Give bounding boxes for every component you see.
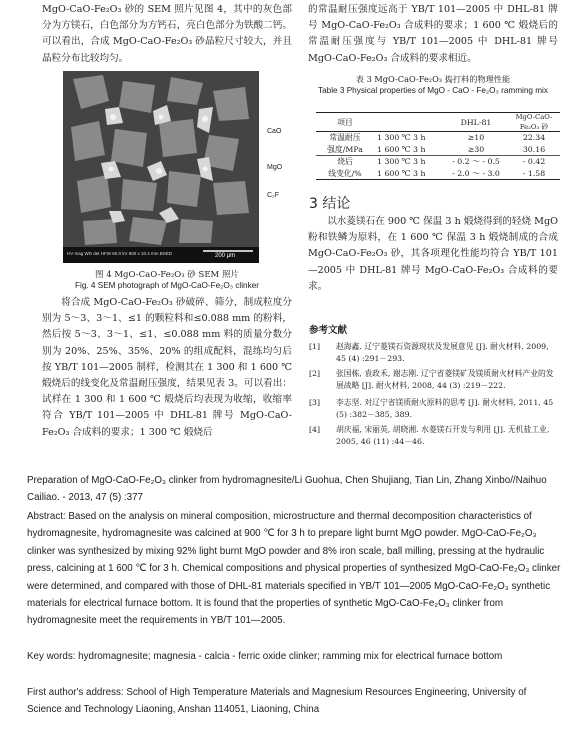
method-paragraph: 将合成 MgO-CaO-Fe₂O₃ 砂破碎、筛分，制成粒度分别为 5～3、3～1、≤1 的颗粒料和≤0.088 mm 的粉料，然后按 5～3、3～1、≤1、≤0.088 mm 料的质量分数分别为 20%、25%、35%、20% 的组成配料，混练均匀后按 YB/T 101—2005 制样，检测其在 1 300 和 1 600 ℃ 煅烧后的线变化及常温耐压强度，结果见表 3。可以看出：试样在 1 300 和 1 600 ℃ 煅烧后均表现为收缩，收缩率符合 YB/T 101—2005 中 DHL-81 牌号 MgO-CaO-Fe₂O₃ 合成料的要求；1 300 ℃ 煅烧后 <box>42 297 292 438</box>
table-row <box>316 168 560 180</box>
label-cao: CaO <box>267 128 282 135</box>
reference-item <box>309 341 559 367</box>
figure-caption-cn: 图 4 MgO-CaO-Fe₂O₃ 砂 SEM 照片 <box>95 270 239 280</box>
reference-item <box>309 424 559 450</box>
label-c2f: C₂F <box>267 192 280 199</box>
table-cell: 22.34 <box>522 133 546 143</box>
table-cell: 1 300 ℃ 3 h <box>377 133 426 143</box>
table-cell: ≥30 <box>467 144 485 154</box>
col-header: DHL-81 <box>460 117 492 127</box>
section-title: 3 结论 <box>309 196 351 212</box>
sem-micrograph <box>63 71 259 263</box>
ref-number: [2] <box>309 369 321 378</box>
table-cell: 1 300 ℃ 3 h <box>377 157 426 167</box>
sem-figure <box>63 71 283 263</box>
table-cell: 常温耐压 <box>329 133 361 143</box>
table-cell: - 1.58 <box>522 168 546 178</box>
figure-caption-en: Fig. 4 SEM photograph of MgO-CaO-Fe₂O₃ clinker <box>75 281 259 290</box>
keywords: Key words: hydromagnesite; magnesia - calcia - ferric oxide clinker; ramming mix for electrical furnace bottom <box>27 651 503 662</box>
reference-item <box>309 397 559 423</box>
table-title-cn: 表 3 MgO-CaO-Fe₂O₃ 捣打料的物理性能 <box>355 74 511 84</box>
col-header: 项目 <box>337 117 353 127</box>
ref-text: 胡庆福, 宋丽英, 胡晓湘. 水菱镁石开发与利用 [J]. 无机盐工业, 2005, 46 (11) :44－46. <box>336 425 550 447</box>
ref-text: 赵海鑫. 辽宁菱镁石资源现状及发展意见 [J]. 耐火材料, 2009, 45 (4) :291－293. <box>336 342 549 364</box>
table-cell: 线变化/% <box>328 168 362 178</box>
table-cell: - 0.42 <box>522 157 546 167</box>
table-cell: 强度/MPa <box>327 144 363 154</box>
continued-paragraph: 的常温耐压强度远高于 YB/T 101—2005 中 DHL-81 牌号 MgO-CaO-Fe₂O₃ 合成料的要求；1 600 ℃ 煅烧后的常温耐压强度与 YB/T 101—2005 中 DHL-81 牌号 MgO-CaO-Fe₂O₃ 合成料的要求相近。 <box>308 4 558 64</box>
citation: Preparation of MgO-CaO-Fe₂O₃ clinker from hydromagnesite/Li Guohua, Chen Shujiang, Tian Lin, Zhang Xinbo//Naihuo Cailiao. - 2013, 47 (5) :377 <box>27 475 547 504</box>
label-mgo: MgO <box>267 164 283 171</box>
scale-bar-label: 200 μm <box>215 253 236 259</box>
reference-item <box>309 368 559 394</box>
intro-paragraph: MgO-CaO-Fe₂O₃ 砂的 SEM 照片见图 4，其中的灰色部分为方镁石，白色部分为方钙石，亮白色部分为铁酸二钙。可以看出，合成 MgO-CaO-Fe₂O₃ 砂晶粒尺寸较大，并且晶粒分布比较均匀。 <box>42 4 292 64</box>
sem-image <box>63 71 259 263</box>
ref-text: 李志坚. 对辽宁省镁质耐火原料的思考 [J]. 耐火材料, 2011, 45 (5) :382－385, 389. <box>336 398 554 420</box>
table-row <box>316 144 560 156</box>
table-row <box>316 132 560 144</box>
ref-number: [3] <box>309 398 321 407</box>
conclusion-paragraph: 以水菱镁石在 900 ℃ 保温 3 h 煅烧得到的轻烧 MgO 粉和铁鳞为原料，在 1 600 ℃ 保温 3 h 煅烧制成的合成 MgO-CaO-Fe₂O₃ 砂，其各项理化性能均符合 YB/T 101—2005 中 DHL-81 牌号 MgO-CaO-Fe₂O₃ 合成料的要求。 <box>308 216 558 292</box>
ref-number: [1] <box>309 342 321 351</box>
author-address: First author's address: School of High Temperature Materials and Magnesium Resources Engineering, University of Science and Technology Liaoning, Anshan 114051, Liaoning, China <box>27 687 527 716</box>
table-cell: 30.16 <box>522 144 546 154</box>
ref-text: 张国栋, 袁政禾, 谢志刚. 辽宁省菱镁矿及镁质耐火材料产业的发展战略 [J]. 耐火材料, 2008, 44 (3) :219－222. <box>336 369 554 391</box>
table-cell: - 2.0 ～ - 3.0 <box>452 168 500 178</box>
sem-info-bar: HV mag WD det HFW 60.0 kV 800 x 10.4 mm BSED <box>67 251 173 256</box>
table-header <box>316 113 560 132</box>
properties-table <box>316 112 560 180</box>
references-heading: 参考文献 <box>309 325 348 336</box>
table-cell: 1 600 ℃ 3 h <box>377 168 426 178</box>
table-cell: 烧后 <box>337 157 353 167</box>
ref-number: [4] <box>309 425 321 434</box>
table-row <box>316 156 560 168</box>
col-header: MgO-CaO-Fe₂O₃ 砂 <box>515 113 553 131</box>
abstract-text: Abstract: Based on the analysis on mineral composition, microstructure and thermal decomposition characteristics of hydromagnesite, hydromagnesite was calcined at 900 ℃ for 3 h to prepare light burnt MgO powder. MgO-CaO-Fe₂O₃ clinker was synthesized by mixing 92% light burnt MgO powder and 8% iron scale, ball milling, pressing at the hydraulic press, calcining at 1 600 ℃ for 3 h. Chemical compositions and physical properties of synthesized MgO-CaO-Fe₂O₃ clinker were determined, and compared with those of DHL-81 materials specified in YB/T 101—2005 MgO-CaO-Fe₂O₃ synthetic materials for electrical furnace bottom. It is found that the properties of synthetic MgO-CaO-Fe₂O₃ clinker from hydromagnesite meet the requirements in YB/T 101—2005. <box>27 511 561 627</box>
table-title-en: Table 3 Physical properties of MgO - CaO - Fe₂O₃ ramming mix <box>318 86 548 95</box>
table-cell: ≥10 <box>467 133 485 143</box>
col-header <box>374 113 444 132</box>
table-cell: 1 600 ℃ 3 h <box>377 144 426 154</box>
table-cell: - 0.2 ～ - 0.5 <box>452 157 500 167</box>
